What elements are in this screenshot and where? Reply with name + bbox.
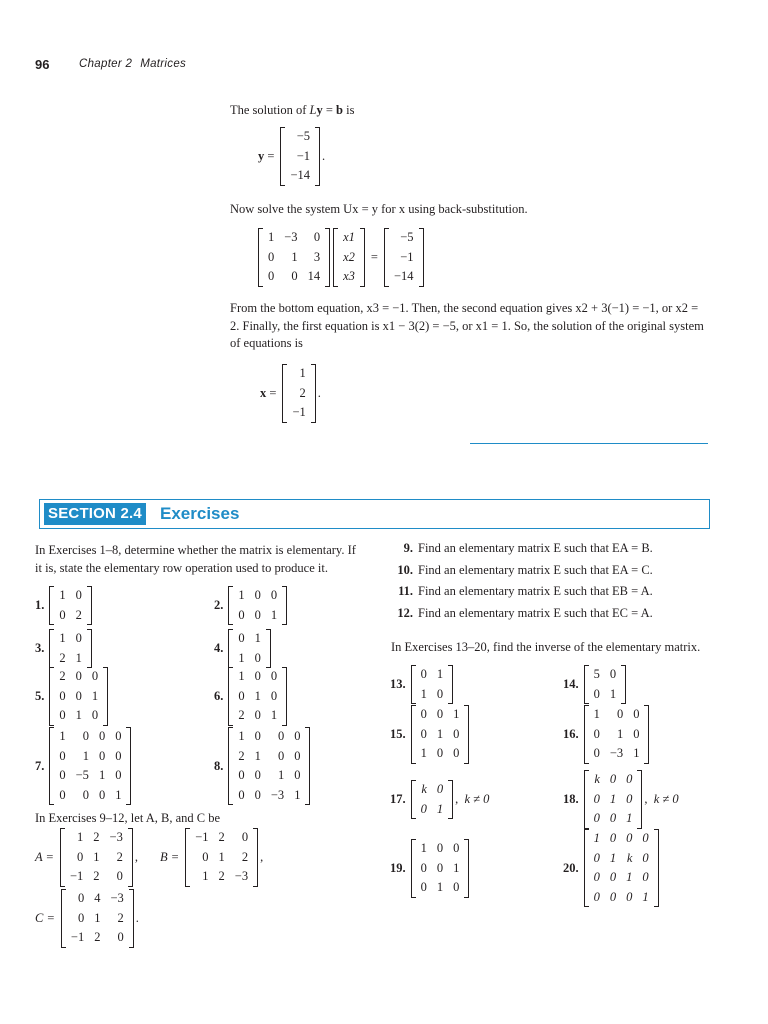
matrix-entry: 0 — [254, 669, 261, 683]
matrix-entry: 0 — [254, 650, 261, 665]
matrix-entry: 0 — [98, 748, 106, 763]
matrix-entry: 0 — [609, 831, 617, 845]
matrix-entry: 1 — [59, 631, 66, 645]
rhs-vector — [384, 228, 424, 287]
matrix-entry: 0 — [593, 870, 600, 884]
matrix-entry: 2 — [93, 830, 100, 844]
y-vector-equation: y = −5 −1 −14 . — [258, 127, 325, 186]
matrix-entry: 1 — [75, 708, 82, 722]
matrix-entry: −14 — [393, 269, 414, 283]
matrix-entry: 0 — [98, 729, 106, 743]
matrix-entry: 1 — [609, 686, 617, 701]
matrix-entry: 0 — [609, 811, 617, 825]
matrix-entry: 0 — [82, 729, 89, 743]
matrix-entry: 0 — [436, 782, 444, 796]
matrix-entry: 0 — [77, 849, 84, 864]
matrix-entry: 0 — [238, 768, 245, 782]
matrix-entry: 0 — [616, 707, 624, 721]
matrix-entry: −3 — [609, 746, 624, 760]
exercise-8: 8. 1 0 0 0 2 1 0 0 0 0 1 0 0 0 −3 1 — [214, 727, 310, 805]
matrix-entry: 1 — [270, 708, 278, 722]
matrix-entry: 1 — [268, 230, 275, 244]
exercise-1: 1. 1 0 0 2 — [35, 586, 92, 625]
matrix-entry: 0 — [254, 607, 261, 622]
exercise-7-matrix — [49, 727, 131, 805]
matrix-entry: 0 — [77, 891, 85, 905]
matrix-entry: 1 — [626, 870, 633, 884]
exercise-20: 20. 1 0 0 0 0 1 k 0 0 0 1 0 0 0 0 1 — [563, 829, 659, 907]
matrix-entry: 0 — [241, 830, 249, 844]
matrix-entry: 0 — [420, 707, 427, 721]
matrix-entry: 0 — [238, 631, 245, 645]
matrix-entry: 1 — [436, 726, 444, 741]
matrix-entry: 0 — [117, 930, 124, 944]
x-solution-vector — [282, 364, 315, 423]
matrix-entry: −5 — [400, 230, 414, 244]
matrix-entry: k — [421, 782, 427, 796]
matrix-entry: 1 — [593, 707, 600, 721]
matrix-entry: 0 — [593, 811, 600, 825]
matrix-b — [185, 828, 258, 887]
matrix-entry: 1 — [238, 650, 245, 665]
matrix-entry: −5 — [75, 768, 89, 782]
matrix-entry: 0 — [642, 831, 649, 845]
matrix-entry: 1 — [609, 850, 617, 865]
exercise-17-condition: k ≠ 0 — [464, 792, 490, 806]
matrix-entry: 0 — [626, 772, 633, 786]
y-vector — [280, 127, 320, 186]
matrix-entry: 0 — [633, 726, 640, 741]
matrix-entry: 0 — [82, 787, 89, 802]
exercises-1-8-instructions: In Exercises 1–8, determine whether the matrix is elementary. If it is, state the elementary row operation used to produce it. — [35, 543, 356, 575]
exercise-17-matrix — [411, 780, 454, 819]
exercise-14-matrix — [584, 665, 627, 704]
matrix-entry: 1 — [294, 787, 301, 802]
matrix-entry: 0 — [593, 746, 600, 760]
matrix-entry: 0 — [294, 748, 301, 763]
matrix-entry: x1 — [343, 230, 355, 244]
matrix-entry: 0 — [453, 841, 460, 855]
matrix-entry: 0 — [238, 787, 245, 802]
matrix-entry: 0 — [75, 588, 82, 602]
matrix-entry: 1 — [453, 707, 460, 721]
matrix-entry: 0 — [91, 669, 99, 683]
solution-ly-sentence: The solution of Ly = b is — [230, 103, 355, 117]
matrix-entry: 0 — [59, 607, 66, 622]
matrix-entry: 1 — [238, 729, 245, 743]
exercise-5-matrix — [49, 667, 108, 726]
matrix-entry: 0 — [291, 269, 298, 283]
exercise-16: 16. 1 0 0 0 1 0 0 −3 1 — [563, 705, 649, 764]
end-of-example-rule — [470, 443, 708, 444]
exercise-19-matrix — [411, 839, 470, 898]
matrix-entry: 0 — [642, 850, 649, 865]
matrix-entry: 0 — [609, 772, 617, 786]
matrix-entry: 1 — [82, 748, 89, 763]
matrix-entry: 0 — [436, 860, 444, 875]
matrix-entry: 0 — [313, 230, 321, 244]
matrix-entry: 1 — [202, 869, 209, 883]
matrix-entry: 0 — [98, 787, 106, 802]
matrix-entry: 1 — [115, 787, 122, 802]
matrix-entry: 1 — [254, 748, 261, 763]
matrix-entry: 0 — [238, 607, 245, 622]
exercise-16-matrix — [584, 705, 650, 764]
matrix-entry: 0 — [420, 801, 427, 816]
exercise-10: 10. Find an elementary matrix E such that EA = C. — [397, 562, 653, 577]
matrix-entry: x3 — [343, 269, 355, 283]
exercise-6-matrix — [228, 667, 287, 726]
matrix-c-definition: C = 0 4 −3 0 1 2 −1 2 0 . — [35, 889, 139, 948]
matrix-entry: 0 — [609, 870, 617, 884]
section-title: Exercises — [160, 504, 240, 523]
matrix-a — [60, 828, 133, 887]
exercise-19: 19. 1 0 0 0 0 1 0 1 0 — [390, 839, 469, 898]
matrix-entry: −3 — [109, 830, 123, 844]
matrix-entry: 0 — [270, 688, 278, 703]
back-substitution-paragraph: From the bottom equation, x3 = −1. Then, the second equation gives x2 + 3(−1) = −1, or x2 = 2. Finally, the first equation is x1 − 3(2) = −5, or x1 = 1. So, the solution of the original system of equations is — [230, 301, 704, 350]
matrix-entry: 1 — [94, 910, 101, 925]
matrix-entry: 0 — [436, 686, 444, 701]
matrix-entry: 0 — [626, 831, 633, 845]
matrix-entry: 0 — [626, 791, 633, 806]
chapter-label: Chapter 2 — [79, 58, 133, 70]
matrix-entry: 2 — [299, 385, 306, 400]
matrix-entry: 0 — [294, 768, 301, 782]
matrix-entry: 2 — [75, 607, 82, 622]
exercise-3-matrix — [49, 629, 92, 668]
exercise-11: 11. Find an elementary matrix E such that EB = A. — [398, 584, 653, 598]
exercise-14: 14. 5 0 0 1 — [563, 665, 626, 704]
matrix-entry: 0 — [436, 746, 444, 760]
matrix-entry: 0 — [593, 686, 600, 701]
matrix-entry: 0 — [268, 269, 275, 283]
matrix-entry: 0 — [254, 787, 261, 802]
matrix-entry: 0 — [115, 768, 122, 782]
exercise-18-condition: k ≠ 0 — [653, 791, 679, 806]
exercise-20-matrix — [584, 829, 659, 907]
matrix-entry: 0 — [268, 249, 275, 264]
matrix-entry: 1 — [291, 249, 298, 264]
section-label: SECTION 2.4 — [44, 503, 146, 525]
matrix-entry: 0 — [254, 588, 261, 602]
exercise-4: 4. 0 1 1 0 — [214, 629, 271, 668]
matrix-entry: 0 — [59, 688, 66, 703]
matrix-entry: 0 — [436, 841, 444, 855]
matrix-entry: 0 — [642, 870, 649, 884]
page-number: 96 — [35, 57, 50, 72]
matrix-entry: 0 — [238, 688, 245, 703]
matrix-entry: 2 — [59, 650, 66, 665]
matrix-entry: 1 — [299, 366, 306, 380]
exercise-12: 12. Find an elementary matrix E such that EC = A. — [397, 605, 653, 620]
ux-equals-y-equation: 1 −3 0 0 1 3 0 0 14 x1 x2 x3 = −5 −1 −14 — [258, 228, 424, 287]
matrix-entry: 0 — [420, 726, 427, 741]
matrix-entry: 0 — [270, 588, 278, 602]
matrix-entry: 0 — [254, 729, 261, 743]
matrix-entry: 2 — [241, 849, 249, 864]
matrix-entry: 0 — [59, 787, 66, 802]
matrix-entry: 0 — [609, 889, 617, 904]
matrix-entry: 2 — [218, 830, 225, 844]
section-banner — [39, 499, 710, 529]
matrix-entry: −1 — [69, 869, 84, 883]
x-solution-equation: x = 1 2 −1 . — [260, 364, 321, 423]
matrix-entry: 0 — [593, 889, 600, 904]
matrix-entry: 1 — [420, 746, 427, 760]
matrix-entry: 0 — [59, 768, 66, 782]
matrix-entry: 1 — [218, 849, 225, 864]
matrix-entry: −3 — [234, 869, 249, 883]
matrix-entry: 2 — [238, 708, 245, 722]
matrix-entry: 0 — [294, 729, 301, 743]
matrix-entry: 0 — [202, 849, 209, 864]
matrix-entry: 0 — [75, 688, 82, 703]
matrix-entry: k — [626, 850, 633, 865]
matrix-entry: 1 — [453, 860, 460, 875]
matrix-entry: 0 — [270, 669, 278, 683]
matrix-entry: 1 — [436, 801, 444, 816]
matrix-entry: 1 — [609, 791, 617, 806]
running-header — [79, 58, 194, 70]
matrix-entry: 0 — [115, 748, 122, 763]
exercise-8-matrix — [228, 727, 310, 805]
exercise-18-matrix — [584, 770, 643, 829]
matrix-entry: 0 — [626, 889, 633, 904]
matrix-entry: −3 — [270, 787, 285, 802]
matrix-entry: 1 — [277, 768, 285, 782]
exercises-9-12-list — [385, 538, 653, 624]
exercise-18: 18. k 0 0 0 1 0 0 0 1 , k ≠ 0 — [563, 770, 679, 829]
matrix-entry: 0 — [77, 910, 85, 925]
matrix-entry: 1 — [254, 688, 261, 703]
matrix-entry: 2 — [59, 669, 66, 683]
matrix-entry: 1 — [633, 746, 640, 760]
matrix-entry: 0 — [91, 708, 99, 722]
matrix-entry: k — [594, 772, 600, 786]
matrix-entry: 0 — [633, 707, 640, 721]
matrix-entry: 2 — [117, 910, 124, 925]
matrix-entry: 0 — [436, 707, 444, 721]
back-substitution-sentence: Now solve the system Ux = y for x using back-substitution. — [230, 202, 528, 216]
matrix-entry: 5 — [593, 667, 600, 681]
u-matrix — [258, 228, 330, 287]
exercises-13-20-instructions: In Exercises 13–20, find the inverse of the elementary matrix. — [391, 640, 701, 654]
matrix-entry: −1 — [292, 405, 306, 419]
matrix-entry: 4 — [94, 891, 101, 905]
matrix-entry: 1 — [59, 729, 66, 743]
matrix-entry: 2 — [116, 849, 123, 864]
matrix-entry: 0 — [453, 746, 460, 760]
exercise-6: 6. 1 0 0 0 1 0 2 0 1 — [214, 667, 287, 726]
matrix-entry: 1 — [77, 830, 84, 844]
matrix-entry: 3 — [313, 249, 321, 264]
matrix-entry: 0 — [254, 708, 261, 722]
exercise-7: 7. 1 0 0 0 0 1 0 0 0 −5 1 0 0 0 0 1 — [35, 727, 131, 805]
matrix-c — [61, 889, 134, 948]
matrix-b-definition: B = −1 2 0 0 1 2 1 2 −3 , — [160, 828, 263, 887]
matrix-entry: −14 — [290, 168, 310, 182]
x-variable-vector — [333, 228, 365, 287]
matrix-a-definition: A = 1 2 −3 0 1 2 −1 2 0 , — [35, 828, 138, 887]
matrix-entry: 0 — [420, 667, 427, 681]
matrix-entry: 1 — [270, 607, 278, 622]
matrix-entry: 1 — [93, 849, 100, 864]
matrix-entry: 1 — [616, 726, 624, 741]
matrix-entry: 1 — [593, 831, 600, 845]
matrix-entry: 1 — [626, 811, 633, 825]
exercise-5: 5. 2 0 0 0 0 1 0 1 0 — [35, 667, 108, 726]
matrix-entry: 1 — [98, 768, 106, 782]
matrix-entry: 0 — [277, 748, 285, 763]
matrix-entry: 1 — [642, 889, 649, 904]
matrix-entry: 0 — [593, 850, 600, 865]
matrix-entry: 0 — [453, 880, 460, 894]
matrix-entry: −1 — [70, 930, 85, 944]
exercise-4-matrix — [228, 629, 271, 668]
exercise-2: 2. 1 0 0 0 0 1 — [214, 586, 287, 625]
matrix-entry: 2 — [218, 869, 225, 883]
exercise-15: 15. 0 0 1 0 1 0 1 0 0 — [390, 705, 469, 764]
matrix-entry: 2 — [238, 748, 245, 763]
matrix-entry: 1 — [59, 588, 66, 602]
exercise-13-matrix — [411, 665, 454, 704]
matrix-entry: 0 — [254, 768, 261, 782]
exercise-15-matrix — [411, 705, 470, 764]
matrix-entry: −5 — [296, 129, 310, 143]
exercises-9-12-instructions: In Exercises 9–12, let A, B, and C be — [35, 811, 221, 825]
matrix-entry: 1 — [238, 588, 245, 602]
matrix-entry: 1 — [254, 631, 261, 645]
matrix-entry: 2 — [93, 869, 100, 883]
exercise-1-matrix — [49, 586, 92, 625]
matrix-entry: −1 — [400, 249, 414, 264]
matrix-entry: 0 — [593, 726, 600, 741]
matrix-entry: 2 — [94, 930, 101, 944]
matrix-entry: −1 — [296, 148, 310, 163]
matrix-entry: −1 — [195, 830, 209, 844]
matrix-entry: 0 — [115, 729, 122, 743]
exercise-13: 13. 0 1 1 0 — [390, 665, 453, 704]
matrix-entry: 14 — [307, 269, 321, 283]
matrix-entry: x2 — [343, 249, 355, 264]
matrix-entry: 0 — [116, 869, 123, 883]
matrix-entry: 0 — [59, 708, 66, 722]
matrix-entry: 0 — [59, 748, 66, 763]
matrix-entry: 1 — [91, 688, 99, 703]
matrix-entry: 0 — [453, 726, 460, 741]
exercise-17: 17. k 0 0 1 , k ≠ 0 — [390, 780, 489, 819]
matrix-entry: −3 — [284, 230, 298, 244]
matrix-entry: 0 — [593, 791, 600, 806]
matrix-entry: 0 — [75, 631, 82, 645]
matrix-entry: 0 — [420, 880, 427, 894]
matrix-entry: 1 — [420, 686, 427, 701]
matrix-entry: 0 — [609, 667, 617, 681]
matrix-entry: 1 — [436, 667, 444, 681]
matrix-entry: 0 — [277, 729, 285, 743]
exercise-2-matrix — [228, 586, 287, 625]
matrix-entry: −3 — [110, 891, 124, 905]
matrix-entry: 0 — [420, 860, 427, 875]
matrix-entry: 1 — [436, 880, 444, 894]
exercise-3: 3. 1 0 2 1 — [35, 629, 92, 668]
chapter-title: Matrices — [140, 58, 187, 70]
matrix-entry: 1 — [420, 841, 427, 855]
matrix-entry: 1 — [75, 650, 82, 665]
matrix-entry: 0 — [75, 669, 82, 683]
matrix-entry: 1 — [238, 669, 245, 683]
exercise-9: 9. Find an elementary matrix E such that EA = B. — [403, 541, 653, 555]
